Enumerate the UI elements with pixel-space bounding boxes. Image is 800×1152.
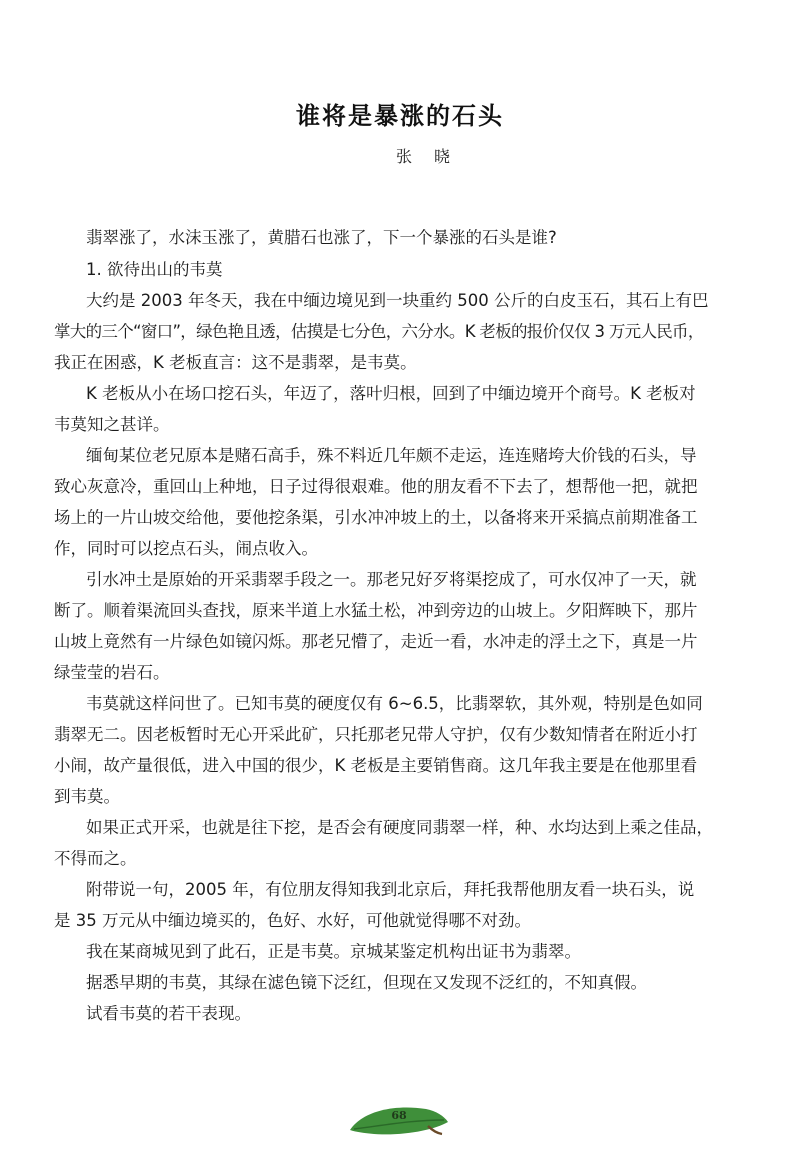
body-line: 附带说一句，2005 年，有位朋友得知我到北京后，拜托我帮他朋友看一块石头，说 [86, 880, 695, 899]
body-line: 是 35 万元从中缅边境买的，色好、水好，可他就觉得哪不对劲。 [54, 911, 531, 930]
body-line: 致心灰意冷，重回山上种地，日子过得很艰难。他的朋友看不下去了，想帮他一把，就把 [54, 477, 698, 496]
body-line: 如果正式开采，也就是往下挖，是否会有硬度同翡翠一样，种、水均达到上乘之佳品， [86, 818, 713, 837]
body-line: 试看韦莫的若干表现。 [86, 1004, 251, 1023]
page-number-badge [344, 1100, 456, 1140]
body-line: 韦莫就这样问世了。已知韦莫的硬度仅有 6~6.5，比翡翠软，其外观，特别是色如同 [86, 694, 703, 713]
body-line: 我在某商城见到了此石，正是韦莫。京城某鉴定机构出证书为翡翠。 [86, 942, 581, 961]
body-line: 作，同时可以挖点石头，闹点收入。 [54, 539, 318, 558]
body-line: 山坡上竟然有一片绿色如镜闪烁。那老兄懵了，走近一看，水冲走的浮土之下，真是一片 [54, 632, 698, 651]
body-line: 缅甸某位老兄原本是赌石高手，殊不料近几年颇不走运，连连赌垮大价钱的石头，导 [86, 446, 697, 465]
body-line: 绿莹莹的岩石。 [54, 663, 170, 682]
body-line: 场上的一片山坡交给他，要他挖条渠，引水冲冲坡上的土，以备将来开采搞点前期准备工 [54, 508, 698, 527]
body-line: K 老板从小在场口挖石头，年迈了，落叶归根，回到了中缅边境开个商号。K 老板对 [86, 384, 696, 403]
body-line: 到韦莫。 [54, 787, 120, 806]
body-line: 断了。顺着渠流回头查找，原来半道上水猛土松，冲到旁边的山坡上。夕阳辉映下，那片 [54, 601, 698, 620]
body-line: 掌大的三个“窗口”，绿色艳且透，估摸是七分色，六分水。K 老板的报价仅仅 3 万元人民币， [54, 322, 704, 341]
section-heading: 1. 欲待出山的韦莫 [86, 260, 223, 279]
article-author: 张晓 [396, 147, 473, 166]
body-line: 引水冲土是原始的开采翡翠手段之一。那老兄好歹将渠挖成了，可水仅冲了一天，就 [86, 570, 697, 589]
body-line: 韦莫知之甚详。 [54, 415, 170, 434]
body-line: 我正在困惑，K 老板直言：这不是翡翠，是韦莫。 [54, 353, 417, 372]
page-number: 68 [391, 1109, 407, 1122]
body-line: 据悉早期的韦莫，其绿在滤色镜下泛红，但现在又发现不泛红的，不知真假。 [86, 973, 647, 992]
body-line: 翡翠涨了，水沫玉涨了，黄腊石也涨了，下一个暴涨的石头是谁? [86, 228, 557, 247]
body-line: 翡翠无二。因老板暂时无心开采此矿，只托那老兄带人守护，仅有少数知情者在附近小打 [54, 725, 698, 744]
body-line: 小闹，故产量很低，进入中国的很少，K 老板是主要销售商。这几年我主要是在他那里看 [54, 756, 698, 775]
article-title: 谁将是暴涨的石头 [296, 101, 504, 130]
body-line: 不得而之。 [54, 849, 137, 868]
body-line: 大约是 2003 年冬天，我在中缅边境见到一块重约 500 公斤的白皮玉石，其石上有巴 [86, 291, 709, 310]
